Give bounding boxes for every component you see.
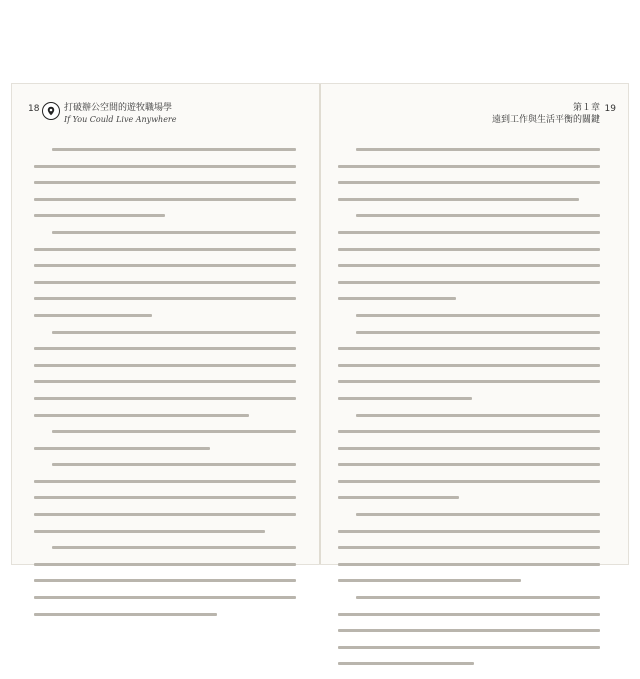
text-line xyxy=(34,264,296,267)
text-line xyxy=(338,231,600,234)
text-line xyxy=(34,414,249,417)
text-line xyxy=(34,596,296,599)
text-line xyxy=(338,579,521,582)
text-line xyxy=(34,364,296,367)
left-paragraph-6 xyxy=(34,546,296,615)
text-line xyxy=(34,513,296,516)
text-line xyxy=(338,546,600,549)
left-paragraph-2 xyxy=(34,231,296,317)
right-paragraph-4 xyxy=(338,331,600,400)
book-spread xyxy=(12,84,628,564)
text-line xyxy=(34,397,296,400)
text-line xyxy=(356,596,600,599)
text-line xyxy=(338,430,600,433)
right-page-number: 19 xyxy=(604,104,616,114)
text-line xyxy=(34,496,296,499)
text-line xyxy=(338,646,600,649)
left-paragraph-5 xyxy=(34,463,296,532)
text-line xyxy=(338,447,600,450)
text-line xyxy=(356,214,600,217)
text-line xyxy=(34,198,296,201)
text-line xyxy=(34,613,217,616)
text-line xyxy=(34,181,296,184)
text-line xyxy=(356,331,600,334)
text-line xyxy=(356,414,600,417)
text-line xyxy=(52,430,296,433)
text-line xyxy=(338,281,600,284)
book-title: 打破辦公空間的遊牧職場學 xyxy=(64,103,173,113)
right-paragraph-7 xyxy=(338,596,600,665)
text-line xyxy=(338,181,600,184)
left-paragraph-3 xyxy=(34,331,296,417)
text-line xyxy=(34,447,210,450)
text-line xyxy=(52,546,296,549)
text-line xyxy=(338,662,474,665)
left-running-head-title xyxy=(64,102,176,126)
right-paragraph-1 xyxy=(338,148,600,201)
left-page-body xyxy=(34,148,296,629)
location-pin-icon xyxy=(42,102,60,120)
text-line xyxy=(34,314,152,317)
text-line xyxy=(338,563,600,566)
text-line xyxy=(338,480,600,483)
text-line xyxy=(338,463,600,466)
text-line xyxy=(356,513,600,516)
text-line xyxy=(338,530,600,533)
page-gutter xyxy=(319,84,321,564)
right-paragraph-5 xyxy=(338,414,600,500)
text-line xyxy=(338,496,459,499)
text-line xyxy=(34,248,296,251)
text-line xyxy=(34,214,165,217)
chapter-label: 第１章 xyxy=(572,103,600,113)
right-paragraph-6 xyxy=(338,513,600,582)
location-pin-icon-glyph xyxy=(46,106,56,116)
text-line xyxy=(338,380,600,383)
right-page xyxy=(328,84,628,564)
text-line xyxy=(52,231,296,234)
text-line xyxy=(338,198,579,201)
text-line xyxy=(338,297,456,300)
text-line xyxy=(338,613,600,616)
left-page xyxy=(12,84,312,564)
text-line xyxy=(338,264,600,267)
text-line xyxy=(52,463,296,466)
text-line xyxy=(34,165,296,168)
text-line xyxy=(338,165,600,168)
left-paragraph-1 xyxy=(34,148,296,217)
text-line xyxy=(34,347,296,350)
text-line xyxy=(52,148,296,151)
left-paragraph-4 xyxy=(34,430,296,450)
text-line xyxy=(34,281,296,284)
text-line xyxy=(34,530,265,533)
text-line xyxy=(338,397,472,400)
text-line xyxy=(356,148,600,151)
text-line xyxy=(34,297,296,300)
text-line xyxy=(338,364,600,367)
right-paragraph-3 xyxy=(338,314,600,317)
text-line xyxy=(34,480,296,483)
text-line xyxy=(338,629,600,632)
text-line xyxy=(34,380,296,383)
text-line xyxy=(338,248,600,251)
text-line xyxy=(52,331,296,334)
left-page-number: 18 xyxy=(28,104,40,114)
text-line xyxy=(356,314,600,317)
right-paragraph-2 xyxy=(338,214,600,300)
chapter-title: 遠到工作與生活平衡的關鍵 xyxy=(491,115,600,125)
book-subtitle: If You Could Live Anywhere xyxy=(64,115,177,124)
text-line xyxy=(338,347,600,350)
text-line xyxy=(34,563,296,566)
right-running-head-title xyxy=(492,102,600,126)
right-page-body xyxy=(338,148,600,679)
text-line xyxy=(34,579,296,582)
